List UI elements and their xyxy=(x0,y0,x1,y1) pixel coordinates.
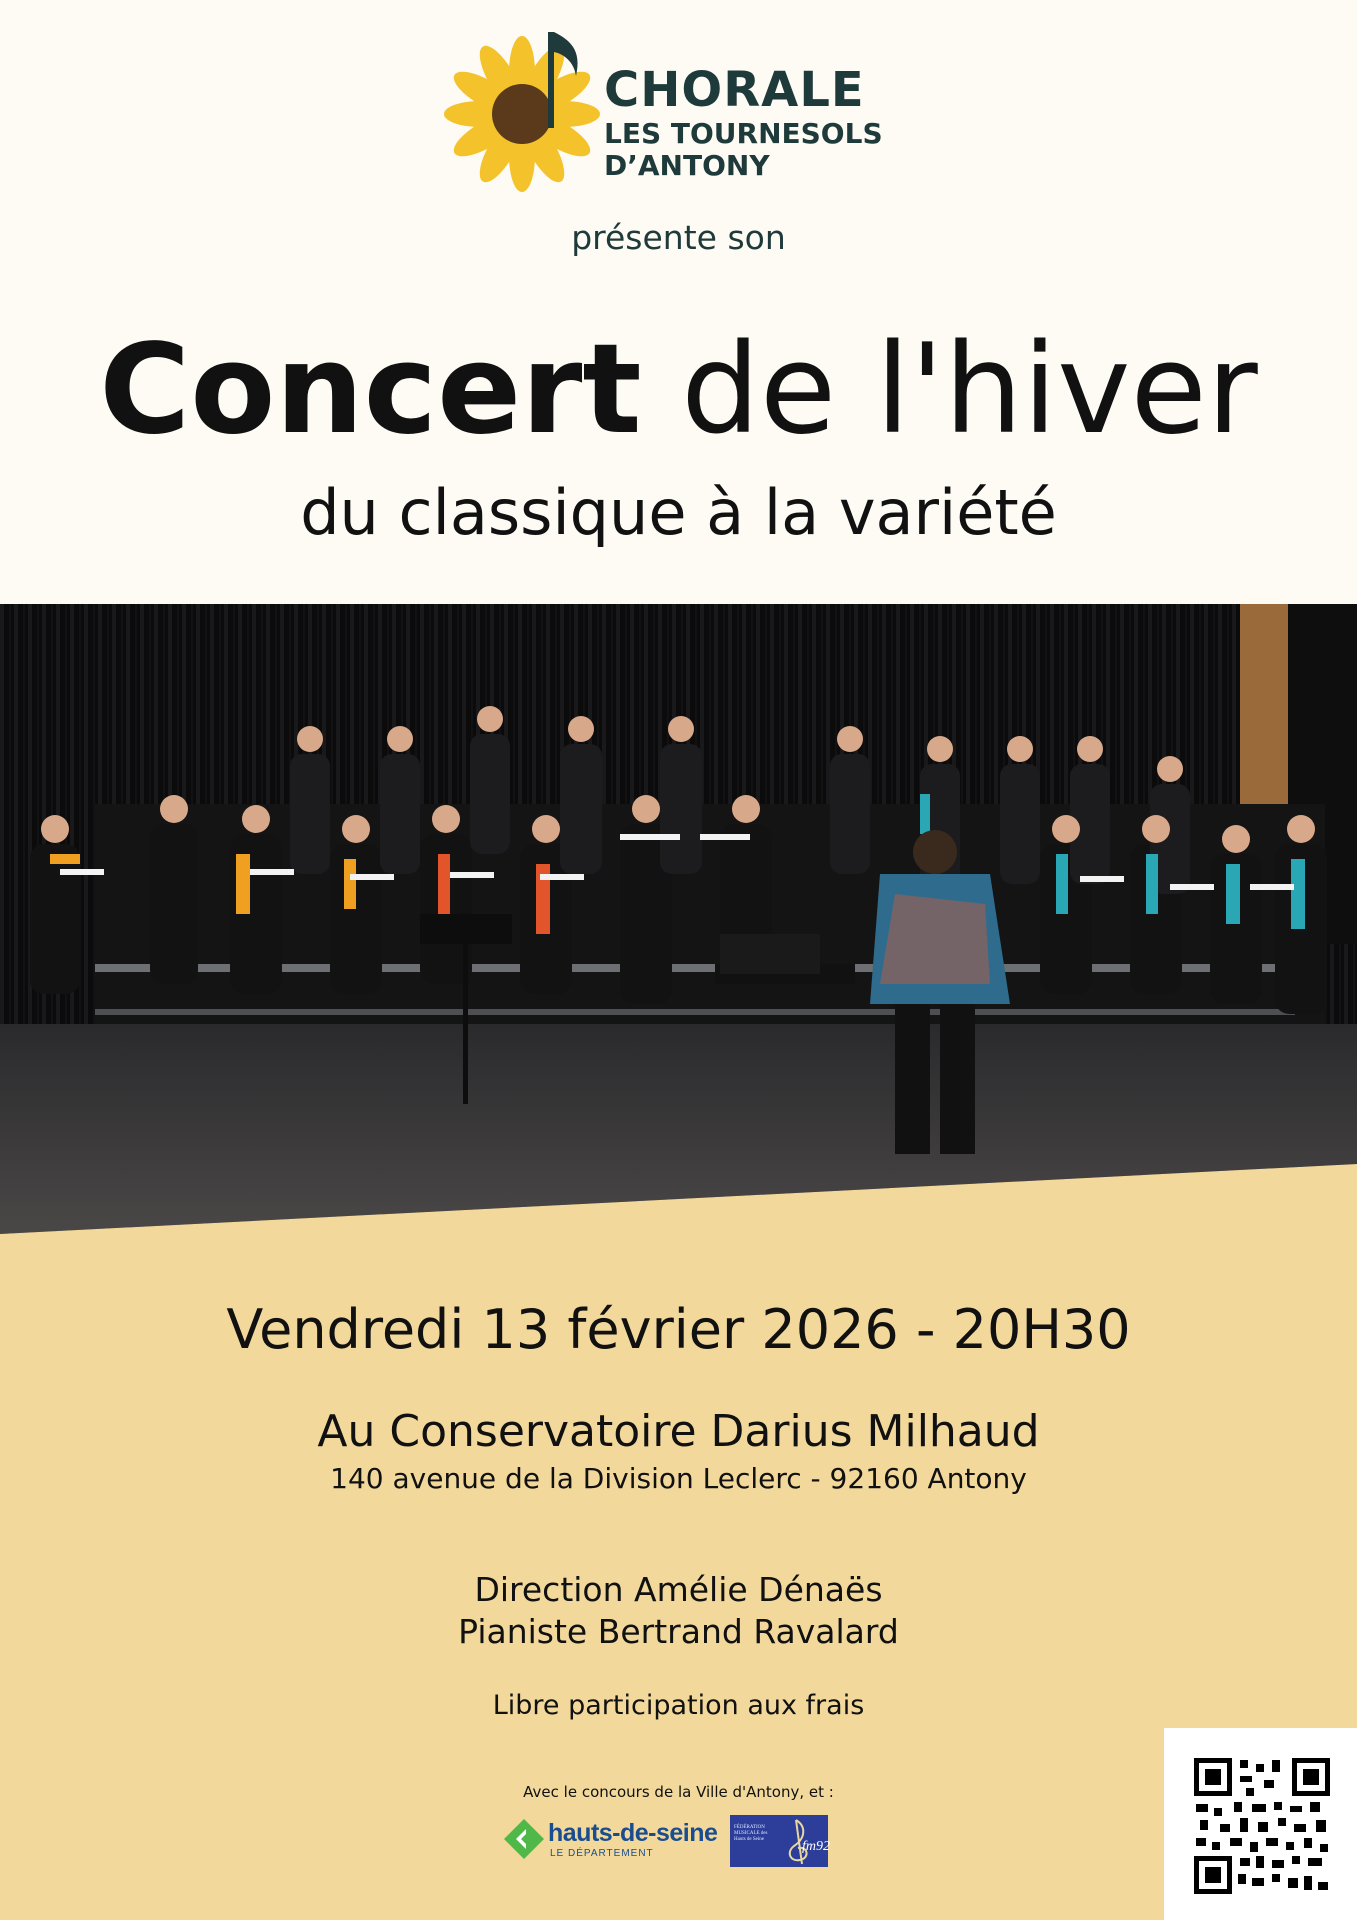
qr-code[interactable] xyxy=(1164,1728,1357,1920)
federation-musicale-logo xyxy=(730,1815,828,1867)
treble-clef-icon xyxy=(776,1816,830,1866)
event-venue: Au Conservatoire Darius Milhaud xyxy=(317,1406,1040,1457)
sponsors-intro: Avec le concours de la Ville d'Antony, et : xyxy=(523,1783,834,1801)
event-address: 140 avenue de la Division Leclerc - 92160 Antony xyxy=(330,1462,1027,1495)
qr-code-icon xyxy=(1194,1758,1330,1894)
title-rest: de l'hiver xyxy=(641,318,1258,462)
fm-code: fm92 xyxy=(802,1839,830,1854)
event-date: Vendredi 13 février 2026 - 20H30 xyxy=(226,1298,1131,1361)
fm-text: FÉDÉRATION MUSICALE des Hauts de Seine xyxy=(734,1825,768,1842)
event-pianist: Pianiste Bertrand Ravalard xyxy=(458,1612,899,1651)
hds-name: hauts-de-seine xyxy=(548,1819,718,1847)
event-price: Libre participation aux frais xyxy=(492,1690,865,1721)
logo-text xyxy=(604,62,883,182)
chorale-logo xyxy=(450,28,900,198)
logo-line-1: CHORALE xyxy=(604,62,865,118)
hauts-de-seine-arrow-icon xyxy=(502,1817,546,1861)
concert-subtitle: du classique à la variété xyxy=(300,476,1057,549)
intro-text: présente son xyxy=(571,218,786,257)
event-direction: Direction Amélie Dénaës xyxy=(474,1570,883,1609)
logo-line-3: D’ANTONY xyxy=(604,149,770,182)
choir-on-stage-photo xyxy=(0,604,1357,1234)
header-section xyxy=(0,0,1357,604)
hauts-de-seine-logo xyxy=(502,1815,718,1865)
details-section xyxy=(0,1170,1357,1920)
sunflower-music-note-icon xyxy=(450,28,600,198)
hds-subtitle: LE DÉPARTEMENT xyxy=(550,1848,654,1859)
concert-title xyxy=(0,318,1357,462)
logo-line-2: LES TOURNESOLS xyxy=(604,117,883,150)
title-bold: Concert xyxy=(99,318,642,462)
